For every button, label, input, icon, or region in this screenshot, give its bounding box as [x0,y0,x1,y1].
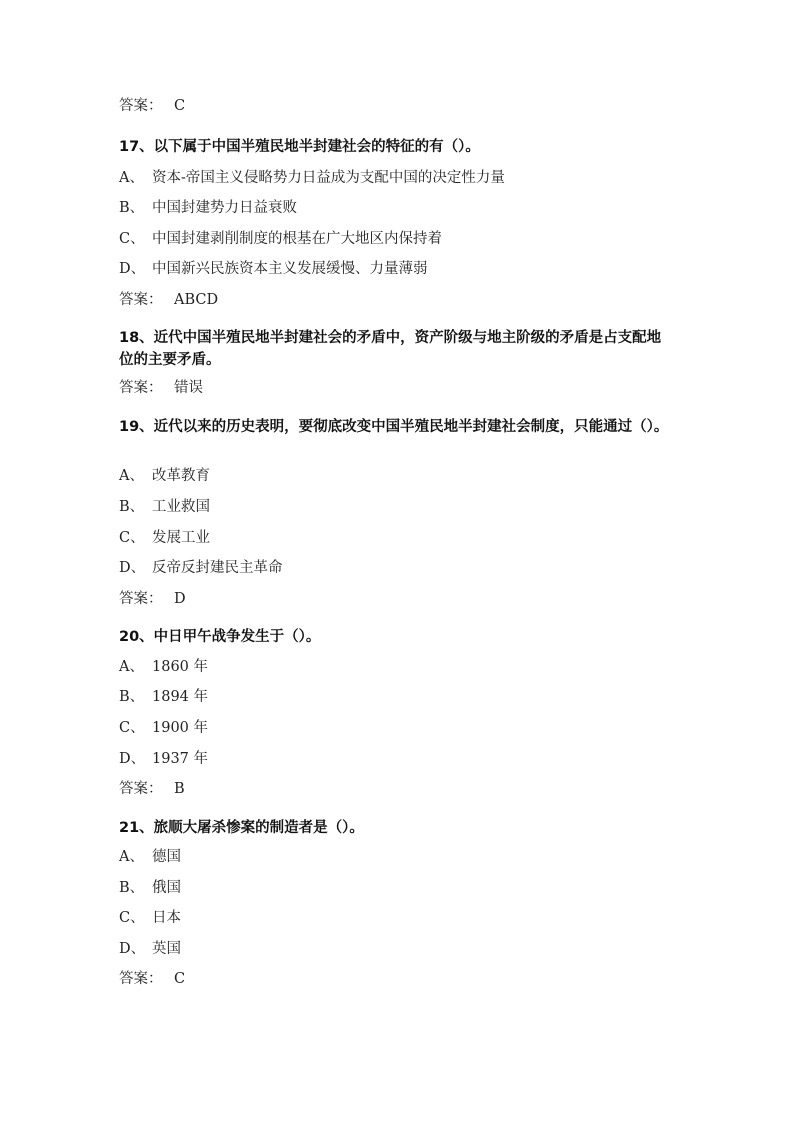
option-label: D、 [119,941,146,957]
answer-label: 答案： [119,98,163,114]
option-label: D、 [119,261,146,277]
option-label: B、 [119,880,145,896]
answer-line [119,589,699,609]
option-line [119,908,699,928]
option-line [119,657,699,677]
question-text: 19、近代以来的历史表明，要彻底改变中国半殖民地半封建社会制度，只能通过（）。 [119,419,669,435]
option-text: 英国 [152,941,181,957]
option-label: B、 [119,499,145,515]
option-line [119,497,699,517]
option-label: A、 [119,468,144,484]
option-text: 1937 年 [152,751,209,767]
option-label: A、 [119,659,144,675]
answer-label: 答案： [119,292,163,308]
option-text: 俄国 [152,880,181,896]
answer-value: B [174,781,185,797]
option-label: A、 [119,849,144,865]
option-line [119,198,699,218]
answer-line [119,96,699,116]
option-line [119,168,699,188]
option-line [119,687,699,707]
option-text: 中国封建势力日益衰败 [152,200,297,216]
question-text: 21、旅顺大屠杀惨案的制造者是（）。 [119,820,364,836]
option-text: 1860 年 [152,659,209,675]
option-text: 资本-帝国主义侵略势力日益成为支配中国的决定性力量 [152,170,505,186]
option-text: 改革教育 [152,468,210,484]
option-line [119,558,699,578]
question-text: 20、中日甲午战争发生于（）。 [119,629,321,645]
option-label: C、 [119,231,145,247]
option-line [119,229,699,249]
option-text: 中国新兴民族资本主义发展缓慢、力量薄弱 [152,261,428,277]
option-line [119,749,699,769]
option-text: 1894 年 [152,689,209,705]
option-line [119,528,699,548]
option-text: 德国 [152,849,181,865]
answer-label: 答案： [119,591,163,607]
option-label: B、 [119,200,145,216]
question-text: 18、近代中国半殖民地半封建社会的矛盾中，资产阶级与地主阶级的矛盾是占支配地位的主要矛盾。 [119,330,662,368]
option-line [119,259,699,279]
option-label: B、 [119,689,145,705]
option-label: C、 [119,530,145,546]
answer-line [119,378,699,398]
answer-label: 答案： [119,971,163,987]
option-line [119,878,699,898]
option-text: 发展工业 [152,530,210,546]
option-text: 中国封建剥削制度的根基在广大地区内保持着 [152,231,442,247]
option-text: 1900 年 [152,720,209,736]
answer-value: C [174,971,186,987]
option-text: 工业救国 [152,499,210,515]
answer-line [119,290,699,310]
answer-label: 答案： [119,781,163,797]
answer-value: ABCD [174,292,219,308]
option-text: 反帝反封建民主革命 [152,560,283,576]
answer-line [119,969,699,989]
answer-line [119,779,699,799]
option-line [119,466,699,486]
answer-value: C [174,98,186,114]
option-text: 日本 [152,910,181,926]
answer-value: D [174,591,186,607]
option-label: D、 [119,560,146,576]
option-line [119,847,699,867]
answer-label: 答案： [119,380,163,396]
option-label: A、 [119,170,144,186]
option-label: C、 [119,720,145,736]
question-text: 17、以下属于中国半殖民地半封建社会的特征的有（）。 [119,139,480,155]
option-label: D、 [119,751,146,767]
option-label: C、 [119,910,145,926]
option-line [119,939,699,959]
answer-value: 错误 [174,380,203,396]
option-line [119,718,699,738]
